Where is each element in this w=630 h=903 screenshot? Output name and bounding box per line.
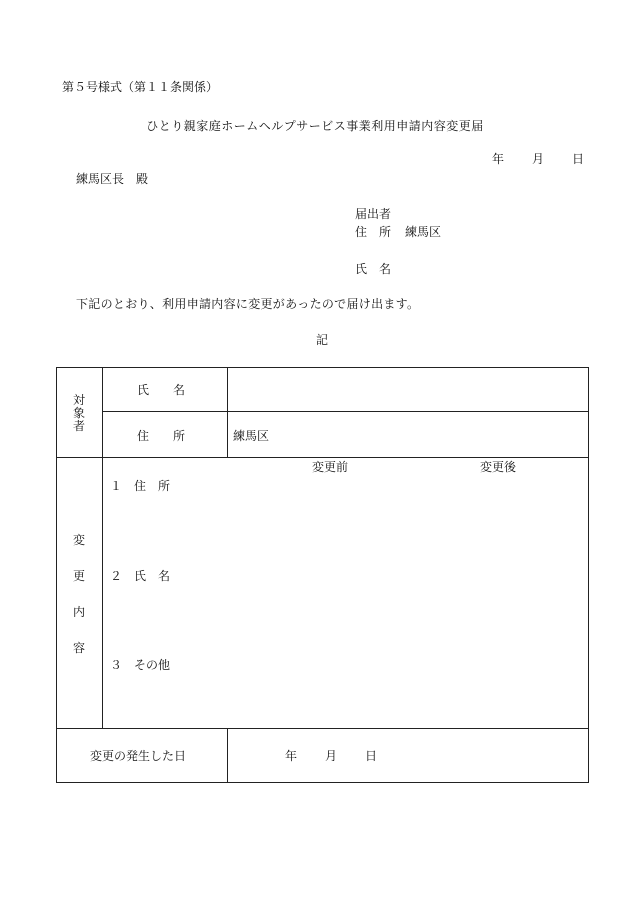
applicant-address bbox=[355, 226, 441, 238]
occurrence-date[interactable] bbox=[285, 750, 377, 762]
date-day-label: 日 bbox=[572, 152, 585, 166]
after-change-header: 変更後 bbox=[480, 460, 517, 474]
applicant-address-label: 住 所 bbox=[355, 225, 392, 239]
change-item-name: ２ 氏 名 bbox=[110, 569, 171, 583]
change-item-other: ３ その他 bbox=[110, 658, 171, 672]
change-details-field[interactable] bbox=[103, 476, 588, 727]
document-title: ひとり親家庭ホームヘルプサービス事業利用申請内容変更届 bbox=[146, 119, 484, 133]
form-number: 第５号様式（第１１条関係） bbox=[62, 80, 219, 94]
applicant-address-value: 練馬区 bbox=[405, 225, 442, 239]
target-name-label: 氏 名 bbox=[137, 383, 186, 397]
ki-heading: 記 bbox=[315, 333, 328, 347]
row-divider-changes bbox=[57, 728, 588, 729]
target-address-value[interactable]: 練馬区 bbox=[233, 429, 270, 443]
row-divider-target bbox=[57, 457, 588, 458]
target-name-field[interactable] bbox=[228, 368, 588, 411]
change-item-address: １ 住 所 bbox=[110, 479, 171, 493]
change-form-table bbox=[56, 367, 589, 783]
col-divider-occurrence bbox=[227, 728, 228, 783]
target-address-label: 住 所 bbox=[137, 429, 186, 443]
target-person-label: 対 象 者 bbox=[72, 393, 85, 433]
occurrence-month-label: 月 bbox=[325, 749, 338, 763]
before-change-header: 変更前 bbox=[312, 460, 349, 474]
occurrence-day-label: 日 bbox=[365, 749, 378, 763]
addressee: 練馬区長 殿 bbox=[76, 172, 149, 186]
date-year-label: 年 bbox=[492, 152, 505, 166]
date-month-label: 月 bbox=[532, 152, 545, 166]
occurrence-year-label: 年 bbox=[285, 749, 298, 763]
row-divider-name bbox=[102, 411, 589, 412]
submission-date bbox=[492, 153, 584, 165]
intro-text: 下記のとおり、利用申請内容に変更があったので届け出ます。 bbox=[76, 297, 420, 311]
occurrence-date-label: 変更の発生した日 bbox=[90, 749, 187, 763]
applicant-label: 届出者 bbox=[355, 207, 392, 221]
change-content-label: 変 更 内 容 bbox=[72, 533, 85, 655]
applicant-name-label: 氏 名 bbox=[355, 262, 392, 276]
